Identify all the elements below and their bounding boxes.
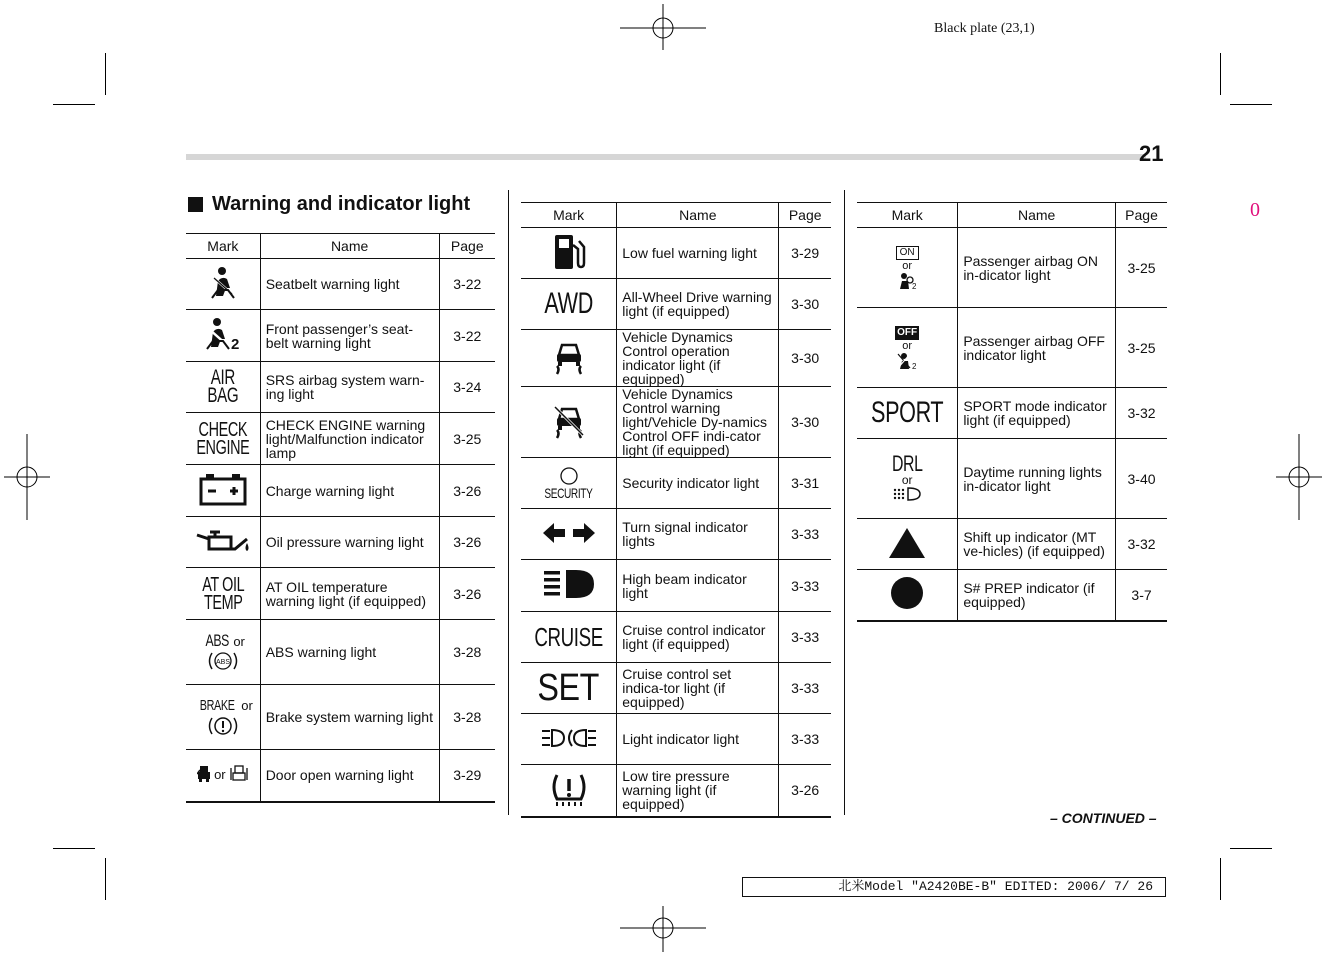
- airbag-on-icon: ON or 2: [896, 246, 919, 290]
- table-row: [186, 259, 495, 310]
- oil-can-icon: [195, 527, 251, 555]
- s-prep-circle-icon: [889, 575, 925, 611]
- warning-light-table-2: [521, 202, 831, 818]
- plate-label: Black plate (23,1): [934, 21, 1035, 36]
- page-ref: 3-33: [779, 714, 831, 765]
- brake-icon: BRAKE or: [193, 697, 253, 737]
- at-oil-temp-icon: AT OIL TEMP: [201, 573, 244, 614]
- page-ref: 3-22: [439, 259, 495, 310]
- table-row: [186, 413, 495, 465]
- section-title: [188, 193, 470, 216]
- seatbelt-icon: [206, 266, 240, 300]
- crop-mark: [53, 104, 95, 105]
- page-ref: 3-26: [439, 517, 495, 568]
- table-row: [521, 387, 831, 458]
- light-name: Door open warning light: [260, 750, 439, 802]
- table-row: [186, 465, 495, 517]
- crop-mark: [1230, 104, 1272, 105]
- section-title-text: Warning and indicator light: [212, 193, 471, 215]
- table-row: [186, 685, 495, 750]
- table-row: [857, 308, 1167, 388]
- corner-mark: 0: [1250, 199, 1260, 221]
- awd-icon: AWD: [544, 287, 593, 320]
- light-name: Seatbelt warning light: [260, 259, 439, 310]
- registration-mark-top: [620, 4, 706, 50]
- page-ref: 3-7: [1116, 570, 1167, 621]
- page-ref: 3-28: [439, 620, 495, 685]
- table-row: [521, 279, 831, 330]
- crop-mark: [53, 848, 95, 849]
- table-row: [521, 509, 831, 560]
- crop-mark: [1220, 53, 1221, 95]
- table-row: [186, 517, 495, 568]
- light-name: High beam indicator light: [617, 560, 779, 612]
- light-name: Front passenger’s seat-belt warning light: [260, 310, 439, 362]
- svg-text:2: 2: [912, 361, 917, 370]
- light-name: CHECK ENGINE warning light/Malfunction indicator lamp: [260, 413, 439, 465]
- table-row: [186, 568, 495, 620]
- abs-icon: ABS or ABS: [201, 632, 245, 672]
- light-name: Vehicle Dynamics Control warning light/Vehicle Dy-namics Control OFF indi-cator light (if equipped): [617, 387, 779, 458]
- battery-icon: [198, 472, 248, 506]
- page-ref: 3-32: [1116, 519, 1167, 570]
- header-name: Name: [260, 234, 439, 259]
- column-divider: [508, 190, 509, 815]
- page-ref: 3-26: [439, 568, 495, 620]
- sport-icon: SPORT: [871, 396, 944, 429]
- light-name: AT OIL temperature warning light (if equipped): [260, 568, 439, 620]
- page-ref: 3-30: [779, 279, 831, 330]
- table-row: [857, 388, 1167, 439]
- header-mark: Mark: [521, 203, 617, 228]
- page-ref: 3-22: [439, 310, 495, 362]
- page-ref: 3-25: [1116, 308, 1167, 388]
- table-row: [521, 714, 831, 765]
- light-name: Light indicator light: [617, 714, 779, 765]
- light-name: SRS airbag system warn-ing light: [260, 362, 439, 413]
- light-name: Cruise control set indica-tor light (if equipped): [617, 663, 779, 714]
- page-ref: 3-31: [779, 458, 831, 509]
- page-ref: 3-33: [779, 560, 831, 612]
- registration-mark-bottom: [620, 906, 706, 952]
- light-name: Passenger airbag ON in-dicator light: [958, 228, 1116, 308]
- header-mark: Mark: [186, 234, 260, 259]
- table-row: [857, 519, 1167, 570]
- light-name: Low tire pressure warning light (if equipped): [617, 765, 779, 817]
- footer-edit-info: 北米Model "A2420BE-B" EDITED: 2006/ 7/ 26: [742, 877, 1166, 897]
- light-name: Charge warning light: [260, 465, 439, 517]
- svg-text:ABS: ABS: [215, 659, 230, 666]
- table-row: [521, 765, 831, 817]
- page-ref: 3-40: [1116, 439, 1167, 519]
- light-name: Daytime running lights in-dicator light: [958, 439, 1116, 519]
- page-ref: 3-28: [439, 685, 495, 750]
- page-ref: 3-33: [779, 663, 831, 714]
- crop-mark: [1230, 848, 1272, 849]
- registration-mark-left: [4, 434, 50, 520]
- table-row: [857, 439, 1167, 519]
- light-name: Turn signal indicator lights: [617, 509, 779, 560]
- page-ref: 3-32: [1116, 388, 1167, 439]
- set-icon: SET: [537, 667, 600, 709]
- high-beam-icon: [542, 568, 596, 600]
- page-ref: 3-25: [439, 413, 495, 465]
- page-ref: 3-30: [779, 330, 831, 387]
- air-bag-icon: AIR BAG: [207, 366, 239, 407]
- light-name: Vehicle Dynamics Control operation indicator light (if equipped): [617, 330, 779, 387]
- table-row: [521, 663, 831, 714]
- drl-icon: DRL or: [886, 455, 929, 502]
- page-ref: 3-33: [779, 509, 831, 560]
- table-row: [857, 570, 1167, 621]
- table-row: [521, 560, 831, 612]
- crop-mark: [1220, 858, 1221, 900]
- page-ref: 3-24: [439, 362, 495, 413]
- fuel-pump-icon: [552, 233, 586, 271]
- registration-mark-right: [1276, 434, 1322, 520]
- page-ref: 3-26: [439, 465, 495, 517]
- header-page: Page: [439, 234, 495, 259]
- svg-text:2: 2: [230, 336, 240, 351]
- vdc-off-icon: [551, 403, 587, 439]
- door-open-icon: or: [197, 764, 249, 784]
- crop-mark: [105, 858, 106, 900]
- warning-light-table-1: [186, 233, 495, 803]
- light-name: S# PREP indicator (if equipped): [958, 570, 1116, 621]
- cruise-icon: CRUISE: [534, 622, 603, 652]
- page-number: 21: [1139, 141, 1164, 166]
- light-name: Cruise control indicator light (if equipped): [617, 612, 779, 663]
- table-row: [521, 612, 831, 663]
- light-indicator-icon: [540, 728, 598, 748]
- light-name: ABS warning light: [260, 620, 439, 685]
- light-name: Oil pressure warning light: [260, 517, 439, 568]
- light-name: Passenger airbag OFF indicator light: [958, 308, 1116, 388]
- header-page: Page: [1116, 203, 1167, 228]
- table-row: [186, 362, 495, 413]
- page-ref: 3-30: [779, 387, 831, 458]
- warning-light-table-3: [857, 202, 1167, 622]
- security-icon: SECURITY: [535, 466, 602, 500]
- light-name: All-Wheel Drive warning light (if equipped): [617, 279, 779, 330]
- airbag-off-icon: OFF or 2: [897, 326, 918, 370]
- column-divider: [844, 190, 845, 815]
- tire-pressure-icon: [549, 771, 589, 807]
- shift-up-triangle-icon: [887, 526, 927, 560]
- page-ref: 3-25: [1116, 228, 1167, 308]
- table-row: [521, 228, 831, 279]
- table-row: [186, 310, 495, 362]
- header-bar: [186, 154, 1146, 160]
- header-name: Name: [958, 203, 1116, 228]
- page-ref: 3-29: [779, 228, 831, 279]
- front-passenger-seatbelt-icon: [203, 317, 243, 351]
- crop-mark: [105, 53, 106, 95]
- header-name: Name: [617, 203, 779, 228]
- table-row: [186, 750, 495, 802]
- page-ref: 3-33: [779, 612, 831, 663]
- svg-text:2: 2: [912, 281, 917, 290]
- square-bullet-icon: [188, 197, 203, 212]
- table-row: [521, 330, 831, 387]
- table-row: [521, 458, 831, 509]
- turn-signal-icon: [541, 521, 597, 545]
- table-row: [857, 228, 1167, 308]
- header-mark: Mark: [857, 203, 958, 228]
- light-name: Brake system warning light: [260, 685, 439, 750]
- page-ref: 3-29: [439, 750, 495, 802]
- light-name: SPORT mode indicator light (if equipped): [958, 388, 1116, 439]
- light-name: Low fuel warning light: [617, 228, 779, 279]
- light-name: Security indicator light: [617, 458, 779, 509]
- check-engine-icon: CHECK ENGINE: [196, 418, 250, 459]
- header-page: Page: [779, 203, 831, 228]
- page-ref: 3-26: [779, 765, 831, 817]
- table-row: [186, 620, 495, 685]
- continued-label: – CONTINUED –: [1050, 810, 1157, 826]
- vdc-icon: [552, 339, 586, 375]
- light-name: Shift up indicator (MT ve-hicles) (if equipped): [958, 519, 1116, 570]
